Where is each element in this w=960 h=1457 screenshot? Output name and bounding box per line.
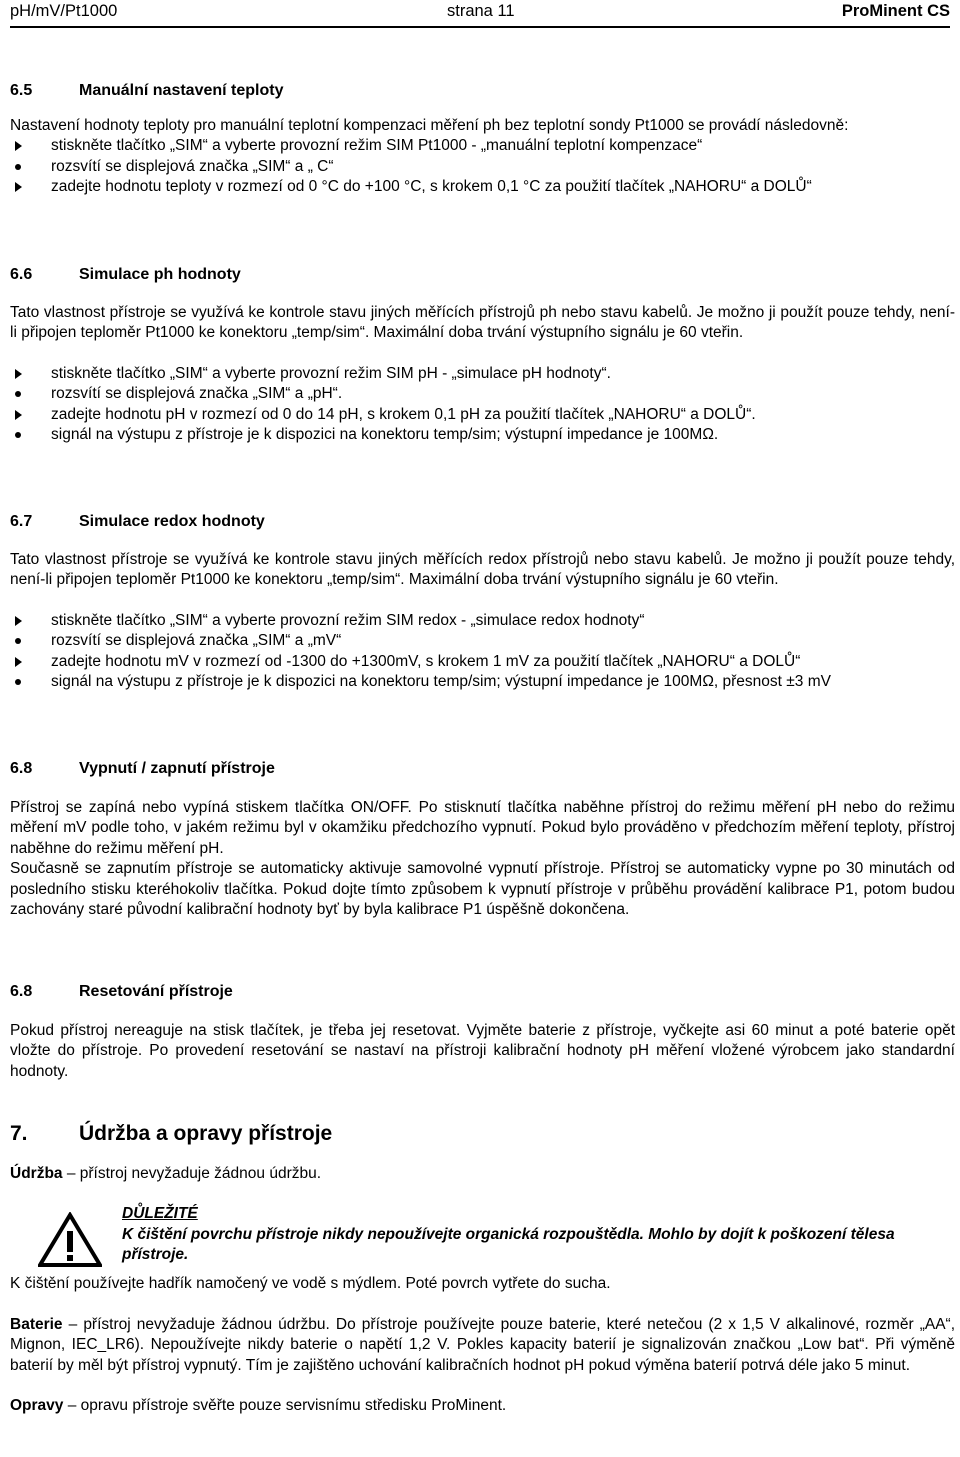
maintenance-label: Údržba	[10, 1164, 63, 1182]
repairs-label: Opravy	[10, 1397, 64, 1414]
section-title	[10, 982, 955, 1003]
section-title	[10, 512, 955, 533]
list-item: stiskněte tlačítko „SIM“ a vyberte provozní režim SIM Pt1000 - „manuální teplotní kompenzace“	[10, 136, 955, 157]
section-6-5	[10, 81, 955, 198]
warning-message: K čištění povrchu přístroje nikdy nepoužívejte organická rozpouštědla. Mohlo by dojít k poškození tělesa přístroje.	[122, 1225, 895, 1263]
chapter-number: 7.	[10, 1122, 28, 1145]
header-product: pH/mV/Pt1000	[10, 2, 118, 20]
header-page-number: strana 11	[447, 2, 515, 20]
list-item: zadejte hodnotu teploty v rozmezí od 0 °C do +100 °C, s krokem 0,1 °C za použití tlačítek „NAHORU“ a DOLŮ“	[10, 177, 955, 198]
list-item: rozsvítí se displejová značka „SIM“ a „pH“.	[10, 384, 955, 405]
warning-title: DŮLEŽITÉ	[122, 1205, 198, 1222]
dot-bullet-icon	[10, 425, 26, 445]
list-item: signál na výstupu z přístroje je k dispozici na konektoru temp/sim; výstupní impedance je 100MΩ, přesnost ±3 mV	[10, 672, 955, 693]
arrow-bullet-icon	[10, 405, 26, 425]
battery-label: Baterie	[10, 1315, 63, 1333]
section-intro: Tato vlastnost přístroje se využívá ke kontrole stavu jiných měřících redox přístrojů nebo stavu kabelů. Je možno ji použít pouze tehdy, není-li připojen teploměr Pt1000 ke konektoru „temp/sim“. Maximální doba trvání výstupního signálu je 60 vteřin.	[10, 550, 955, 588]
arrow-bullet-icon	[10, 611, 26, 631]
section-title	[10, 265, 955, 286]
section-heading: Manuální nastavení teploty	[79, 82, 284, 99]
bullet-list	[10, 611, 955, 693]
section-title	[10, 759, 955, 780]
list-item: zadejte hodnotu mV v rozmezí od -1300 do +1300mV, s krokem 1 mV za použití tlačítek „NAHORU“ a DOLŮ“	[10, 652, 955, 673]
section-number: 6.6	[10, 266, 33, 283]
paragraph: Současně se zapnutím přístroje se automaticky aktivuje samovolné vypnutí přístroje. Přístroj se automaticky vypne po 30 minutách od posledního stisku kteréhokoliv tlačítka. Pokud dojte tímto způsobem k vypnutí přístroje v průběhu provádění kalibrace P1, potom budou zachovány staré původní kalibrační hodnoty byť by byla kalibrace P1 úspěšně dokončena.	[10, 860, 955, 918]
list-item: zadejte hodnotu pH v rozmezí od 0 do 14 pH, s krokem 0,1 pH za použití tlačítek „NAHORU“ a DOLŮ“.	[10, 405, 955, 426]
section-number: 6.5	[10, 82, 33, 99]
section-heading: Simulace ph hodnoty	[79, 266, 241, 283]
battery-paragraph	[10, 1315, 955, 1377]
maintenance-text: – přístroj nevyžaduje žádnou údržbu.	[62, 1164, 322, 1182]
dot-bullet-icon	[10, 384, 26, 404]
section-title	[10, 81, 955, 102]
warning-icon	[38, 1212, 102, 1268]
list-item: rozsvítí se displejová značka „SIM“ a „ C“	[10, 157, 955, 178]
header-brand: ProMinent CS	[841, 2, 950, 20]
arrow-bullet-icon	[10, 652, 26, 672]
arrow-bullet-icon	[10, 177, 26, 197]
warning-text-block	[122, 1204, 955, 1266]
bullet-list	[10, 364, 955, 446]
list-item: signál na výstupu z přístroje je k dispozici na konektoru temp/sim; výstupní impedance je 100MΩ.	[10, 425, 955, 446]
section-number: 6.8	[10, 760, 33, 777]
page-header	[10, 0, 950, 28]
section-6-7	[10, 512, 955, 693]
dot-bullet-icon	[10, 157, 26, 177]
section-number: 6.7	[10, 513, 33, 530]
section-heading: Simulace redox hodnoty	[79, 513, 265, 530]
dot-bullet-icon	[10, 672, 26, 692]
paragraph: Pokud přístroj nereaguje na stisk tlačítek, je třeba jej resetovat. Vyjměte baterie z přístroje, vyčkejte asi 60 minut a poté baterie opět vložte do přístroje. Po provedení resetování se nastaví na přístroji kalibrační hodnoty pH měření vložené výrobcem jako standardní hodnoty.	[10, 1021, 955, 1080]
section-6-6	[10, 265, 955, 446]
list-item: stiskněte tlačítko „SIM“ a vyberte provozní režim SIM pH - „simulace pH hodnoty“.	[10, 364, 955, 385]
arrow-bullet-icon	[10, 136, 26, 156]
paragraph: Přístroj se zapíná nebo vypíná stiskem tlačítka ON/OFF. Po stisknutí tlačítka naběhne přístroj do režimu měření pH nebo do režimu měření mV podle toho, v jakém režimu byl v okamžiku předchozího vypnutí. Pokud bylo prováděno v předchozím měření teploty, přístroj naběhne do režimu měření pH.	[10, 798, 955, 857]
section-intro: Tato vlastnost přístroje se využívá ke kontrole stavu jiných měřících přístrojů ph nebo stavu kabelů. Je možno ji použít pouze tehdy, není-li připojen teploměr Pt1000 ke konektoru „temp/sim“. Maximální doba trvání výstupního signálu je 60 vteřin.	[10, 303, 955, 341]
maintenance-paragraph	[10, 1164, 955, 1185]
chapter-heading: Údržba a opravy přístroje	[79, 1122, 333, 1145]
section-intro: Nastavení hodnoty teploty pro manuální teplotní kompenzaci měření ph bez teplotní sondy Pt1000 se provádí následovně:	[10, 116, 849, 134]
chapter-title	[10, 1124, 955, 1145]
bullet-list	[10, 136, 955, 198]
section-7	[10, 1124, 955, 1417]
section-6-8-power	[10, 759, 955, 921]
repairs-paragraph	[10, 1396, 955, 1417]
arrow-bullet-icon	[10, 364, 26, 384]
cleaning-paragraph: K čištění používejte hadřík namočený ve vodě s mýdlem. Poté povrch vytřete do sucha.	[10, 1275, 611, 1292]
section-number: 6.8	[10, 983, 33, 1000]
repairs-text: – opravu přístroje svěřte pouze servisnímu středisku ProMinent.	[63, 1397, 507, 1414]
battery-text: – přístroj nevyžaduje žádnou údržbu. Do přístroje používejte pouze baterie, které netečou (2 x 1,5 V alkalinové, rozměr „AA“, Mignon, IEC_LR6). Nepoužívejte nikdy baterie o napětí 1,2 V. Pokles kapacity baterií je signalizován značkou „Low bat“. Při výměně baterií by měl být přístroj vypnutý. Tím je zajištěno uchování kalibračních hodnot pH pokud výměna baterií potrvá déle jako 5 minut.	[10, 1315, 955, 1374]
section-6-8-reset	[10, 982, 955, 1082]
section-heading: Resetování přístroje	[79, 983, 233, 1000]
warning-block	[10, 1204, 955, 1274]
list-item: stiskněte tlačítko „SIM“ a vyberte provozní režim SIM redox - „simulace redox hodnoty“	[10, 611, 955, 632]
list-item: rozsvítí se displejová značka „SIM“ a „mV“	[10, 631, 955, 652]
dot-bullet-icon	[10, 631, 26, 651]
section-heading: Vypnutí / zapnutí přístroje	[79, 760, 275, 777]
